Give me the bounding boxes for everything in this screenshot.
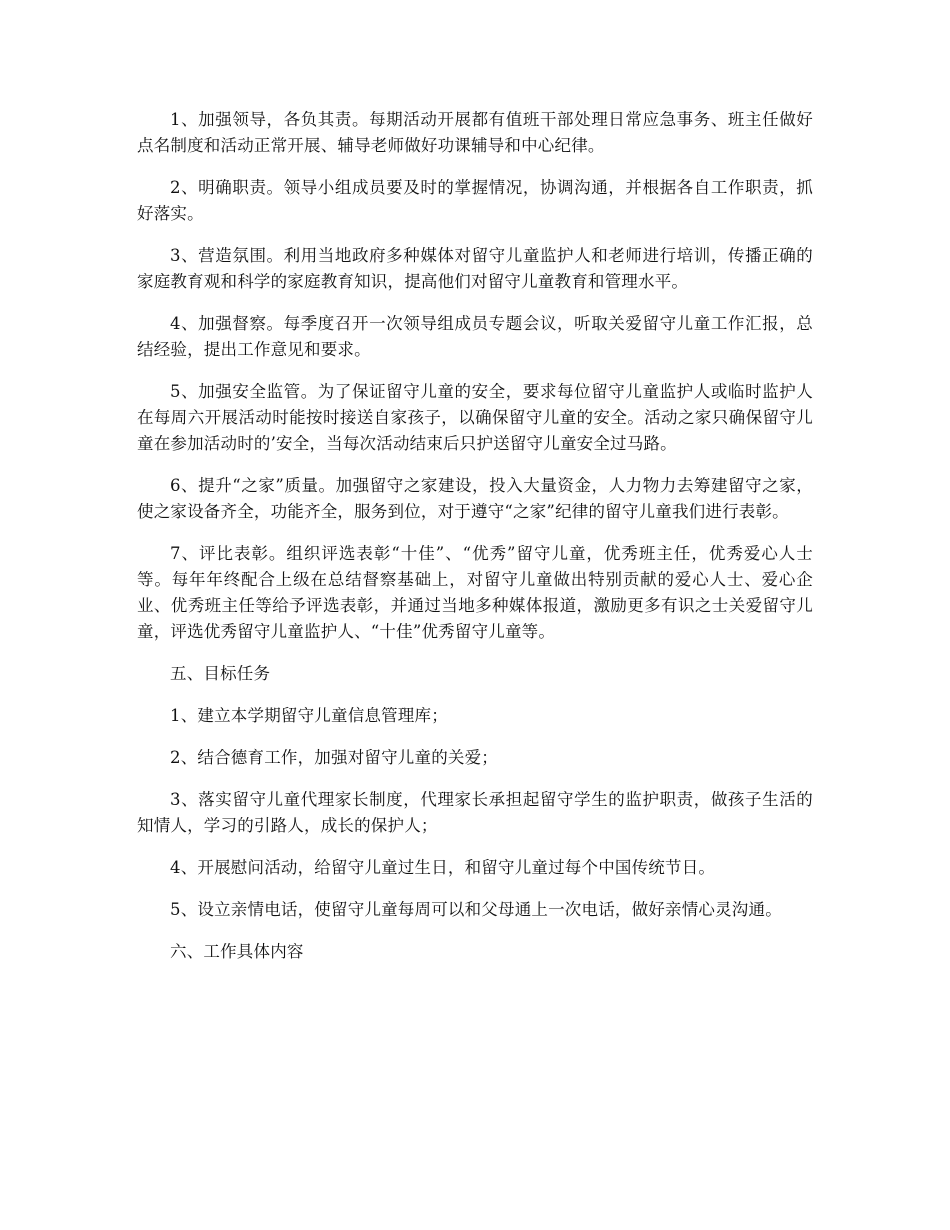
paragraph-goal-moral-education: 2、结合德育工作，加强对留守儿童的关爱； — [170, 748, 498, 767]
paragraph-goal-visits: 4、开展慰问活动，给留守儿童过生日，和留守儿童过每个中国传统节日。 — [170, 858, 716, 877]
paragraph-measure-leadership: 1、加强领导，各负其责。每期活动开展都有值班干部处理日常应急事务、班主任做好点名制度和活动正常开展、辅导老师做好功课辅导和中心纪律。 — [137, 110, 813, 155]
paragraph-goal-proxy-parents: 3、落实留守儿童代理家长制度，代理家长承担起留守学生的监护职责，做孩子生活的知情人，学习的引路人，成长的保护人； — [137, 790, 813, 835]
section-heading-goals: 五、目标任务 — [170, 664, 271, 683]
paragraph-measure-awards: 7、评比表彰。组织评选表彰“十佳”、“优秀”留守儿童，优秀班主任，优秀爱心人士等。每年年终配合上级在总结督察基础上，对留守儿童做出特别贡献的爱心人士、爱心企业、优秀班主任等给予评选表彰，并通过当地多种媒体报道，激励更多有识之士关爱留守儿童，评选优秀留守儿童监护人、“十佳”优秀留守儿童等。 — [137, 544, 813, 641]
paragraph-measure-safety: 5、加强安全监管。为了保证留守儿童的安全，要求每位留守儿童监护人或临时监护人在每周六开展活动时能按时接送自家孩子，以确保留守儿童的安全。活动之家只确保留守儿童在参加活动时的’安全，当每次活动结束后只护送留守儿童安全过马路。 — [137, 382, 813, 453]
section-heading-work-content: 六、工作具体内容 — [170, 942, 304, 961]
paragraph-goal-phone: 5、设立亲情电话，使留守儿童每周可以和父母通上一次电话，做好亲情心灵沟通。 — [170, 900, 782, 919]
paragraph-measure-supervision: 4、加强督察。每季度召开一次领导组成员专题会议，听取关爱留守儿童工作汇报，总结经验，提出工作意见和要求。 — [137, 314, 813, 359]
paragraph-measure-quality: 6、提升“之家”质量。加强留守之家建设，投入大量资金，人力物力去筹建留守之家，使之家设备齐全，功能齐全，服务到位，对于遵守“之家”纪律的留守儿童我们进行表彰。 — [137, 476, 813, 521]
paragraph-measure-duties: 2、明确职责。领导小组成员要及时的掌握情况，协调沟通，并根据各自工作职责，抓好落实。 — [137, 178, 813, 223]
document-body — [137, 107, 813, 981]
paragraph-goal-database: 1、建立本学期留守儿童信息管理库； — [170, 706, 448, 725]
paragraph-measure-atmosphere: 3、营造氛围。利用当地政府多种媒体对留守儿童监护人和老师进行培训，传播正确的家庭教育观和科学的家庭教育知识，提高他们对留守儿童教育和管理水平。 — [137, 246, 813, 291]
